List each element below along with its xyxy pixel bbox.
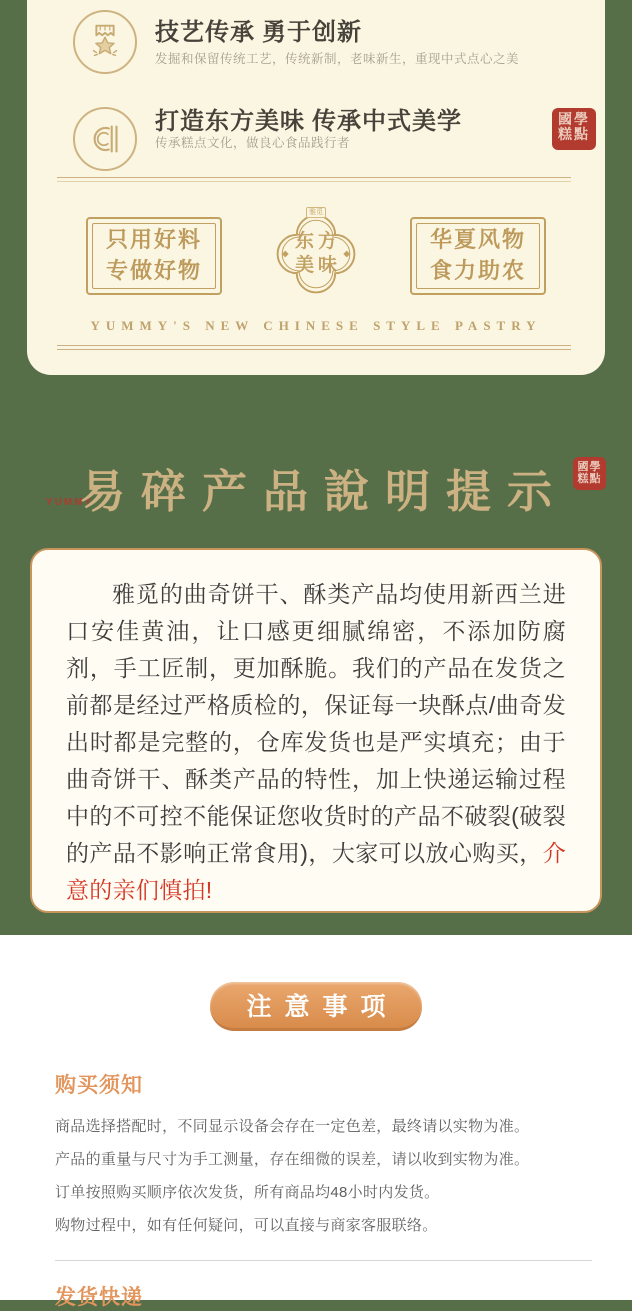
medal-star-icon (73, 10, 137, 74)
feature-title: 打造东方美味 传承中式美学 (155, 109, 462, 135)
badge-line: 只用好料 (105, 227, 202, 253)
yummy-watermark: YUMMY (46, 497, 94, 508)
badge-right (410, 217, 546, 295)
notice-text: 雅觅的曲奇饼干、酥类产品均使用新西兰进口安佳黄油，让口感更细腻绵密，不添加防腐剂，手工匠制，更加酥脆。我们的产品在发货之前都是经过严格质检的，保证每一块酥点/曲奇发出时都是完整的，仓库发货也是严实填充；由于曲奇饼干、酥类产品的特性，加上快递运输过程中的不可控不能保证您收货时的产品不破裂(破裂的产品不影响正常食用)，大家可以放心购买， (66, 581, 566, 866)
brand-seal (552, 108, 596, 150)
seal-text: 糕點 (577, 472, 602, 485)
note-line: 订单按照购买顺序依次发货，所有商品均48小时内发货。 (55, 1184, 440, 1201)
badge-line: 东方 (294, 231, 341, 253)
bowl-chopsticks-icon (73, 107, 137, 171)
purchase-heading: 购买须知 (55, 1074, 143, 1097)
seal-text: 國學 (577, 460, 602, 473)
fragile-title: 易碎产品說明提示 (79, 467, 568, 517)
badge-left (86, 217, 222, 295)
badge-row (27, 209, 605, 298)
purchase-notes-list (55, 1119, 592, 1234)
feature-subtitle: 传承糕点文化，做良心食品践行者 (155, 136, 351, 150)
english-slogan: YUMMY'S NEW CHINESE STYLE PASTRY (90, 318, 542, 333)
fragile-seal (573, 457, 606, 490)
badge-line: 食力助农 (429, 258, 526, 283)
feature-subtitle: 发掘和保留传统工艺，传统新制，老味新生，重现中式点心之美 (155, 52, 520, 66)
double-divider (57, 345, 571, 350)
badge-center-tag: 雅觅 (306, 207, 326, 218)
badge-center (268, 206, 364, 302)
notice-paragraph-1 (66, 576, 566, 909)
note-line: 商品选择搭配时，不同显示设备会存在一定色差，最终请以实物为准。 (55, 1118, 530, 1135)
badge-line: 华夏风物 (429, 227, 526, 253)
note-line: 购物过程中，如有任何疑问，可以直接与商家客服联络。 (55, 1217, 438, 1234)
feature-title: 技艺传承 勇于创新 (155, 20, 362, 46)
section-divider (55, 1260, 592, 1261)
gold-divider (57, 177, 571, 182)
brand-panel (27, 0, 605, 375)
notes-section (0, 935, 632, 1309)
notice-card (30, 548, 602, 913)
notice-pill-button[interactable]: 注意事项 (210, 982, 422, 1031)
badge-line: 美味 (294, 255, 341, 276)
badge-line: 专做好物 (105, 258, 202, 283)
note-line: 产品的重量与尺寸为手工测量，存在细微的误差，请以收到实物为准。 (55, 1151, 530, 1168)
notice-red-text: 介意的亲们慎拍! (66, 840, 566, 903)
seal-text: 糕點 (558, 128, 590, 143)
seal-text: 國學 (558, 113, 590, 129)
fragile-section (0, 375, 632, 935)
shipping-heading: 发货快递 (55, 1286, 143, 1309)
